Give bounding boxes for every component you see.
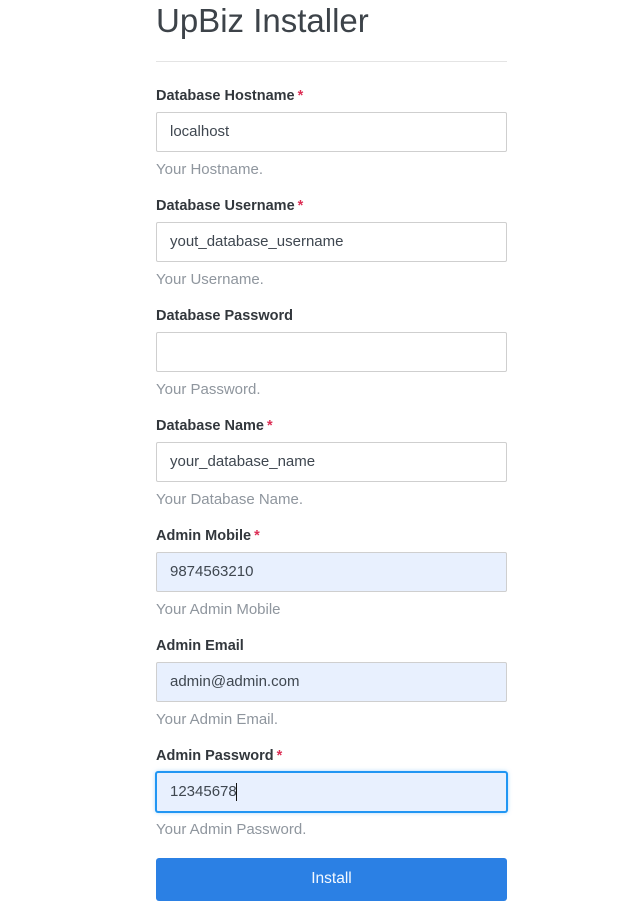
database-password-label — [156, 308, 507, 324]
input-wrap — [156, 442, 507, 482]
text-cursor — [236, 783, 237, 801]
required-asterisk: * — [297, 197, 304, 214]
page-title: UpBiz Installer — [156, 2, 369, 39]
admin-mobile-input[interactable] — [156, 552, 507, 592]
required-asterisk: * — [254, 527, 260, 544]
field-group-database-username — [156, 198, 507, 288]
input-wrap — [156, 772, 507, 812]
input-wrap — [156, 552, 507, 592]
database-hostname-input[interactable] — [156, 112, 507, 152]
database-hostname-help: Your Hostname. — [156, 160, 264, 178]
database-username-label — [156, 198, 507, 214]
required-asterisk: * — [297, 87, 304, 104]
installer-form — [156, 88, 507, 901]
label-text: Admin Password — [156, 747, 274, 764]
input-wrap — [156, 332, 507, 372]
label-text: Admin Email — [156, 637, 244, 654]
input-wrap — [156, 112, 507, 152]
admin-email-label — [156, 638, 507, 654]
admin-password-input[interactable] — [156, 772, 507, 812]
label-text: Database Username — [156, 197, 295, 214]
database-username-input[interactable] — [156, 222, 507, 262]
field-group-database-hostname — [156, 88, 507, 178]
database-name-input[interactable] — [156, 442, 507, 482]
field-group-admin-password — [156, 748, 507, 838]
admin-password-label — [156, 748, 507, 764]
label-text: Database Name — [156, 417, 264, 434]
install-button[interactable]: Install — [156, 858, 507, 901]
admin-password-help: Your Admin Password. — [156, 820, 307, 838]
database-name-help: Your Database Name. — [156, 490, 304, 508]
database-password-help: Your Password. — [156, 380, 261, 398]
database-hostname-label — [156, 88, 507, 104]
field-group-database-password — [156, 308, 507, 398]
input-wrap — [156, 662, 507, 702]
field-group-admin-email — [156, 638, 507, 728]
admin-mobile-label — [156, 528, 507, 544]
field-group-database-name — [156, 418, 507, 508]
installer-page — [156, 0, 507, 901]
database-name-label — [156, 418, 507, 434]
label-text: Database Hostname — [156, 87, 295, 104]
admin-mobile-help: Your Admin Mobile — [156, 600, 281, 618]
field-group-admin-mobile — [156, 528, 507, 618]
required-asterisk: * — [267, 417, 273, 434]
input-wrap — [156, 222, 507, 262]
title-divider — [156, 61, 507, 62]
label-text: Database Password — [156, 307, 294, 324]
database-username-help: Your Username. — [156, 270, 264, 288]
database-password-input[interactable] — [156, 332, 507, 372]
required-asterisk: * — [276, 747, 283, 764]
label-text: Admin Mobile — [156, 527, 252, 544]
admin-email-help: Your Admin Email. — [156, 710, 279, 728]
admin-email-input[interactable] — [156, 662, 507, 702]
